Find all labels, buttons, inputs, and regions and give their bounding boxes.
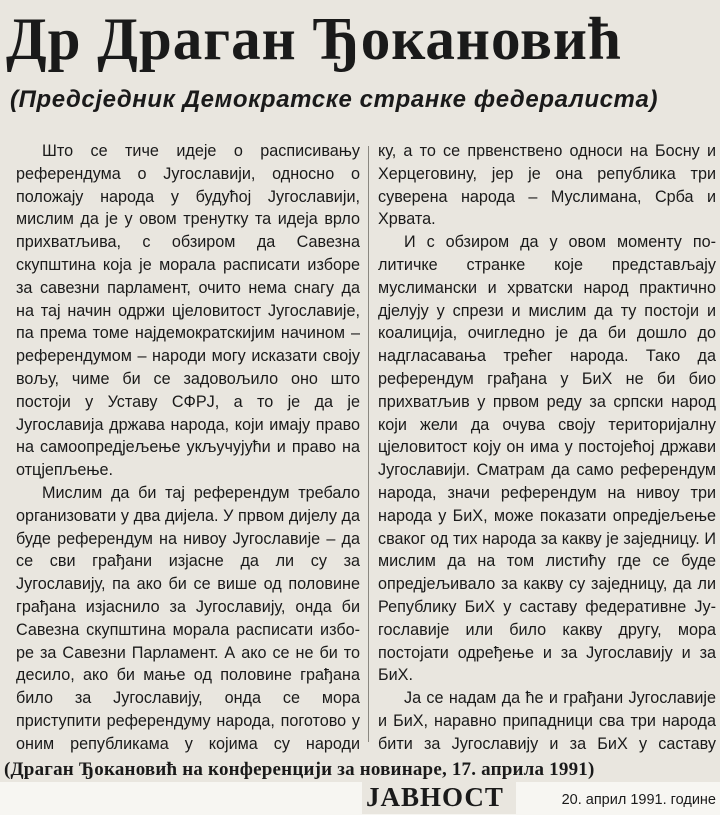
- article-headline: Др Драган Ђокановић: [6, 6, 622, 72]
- article-column-left: [16, 140, 360, 756]
- article-paragraph: Ја се надам да ће и грађани Југославије и БиХ, наравно припадници сва три народа бити за Југославију и за БиХ у саставу: [378, 689, 716, 753]
- article-subtitle: (Предсједник Демократске странке федералиста): [10, 86, 659, 113]
- newspaper-masthead: ЈАВНОСТ: [362, 780, 516, 814]
- article-paragraph: И с обзиром да у овом моменту политичке странке које представљају муслимански и хрватски народ практично дјелују у спрези и мислим да ту постоји и коалиција, очигледно је да би дошло до надгласавања трећег народа. Тако да референдум грађана у БиХ не би био прихватљив у првом реду за српски народ који жели да очува своју територијалну цјеловитост коју он има у постојећој држави Југославији. Сматрам да само референдум народа, значи референдум на нивоу три народа у БиХ, може показати опредјељење сваког од тих народа за какву је заједницу. И мислим да на том листићу где се буде опредјељивало за какву су заједницу, да ли Републику БиХ у саставу федеративне Југославије или било какву другу, мора постојати одређење и за Југославију и за БиХ.: [378, 233, 716, 685]
- article-paragraph-continuation: ку, а то се првенствено односи на Босну и Херцеговину, јер је она република три суверена народа – Муслимана, Срба и Хрвата.: [378, 142, 716, 229]
- article-paragraph: Мислим да би тај референдум требало организовати у два дијела. У првом дијелу да буде референдум на нивоу Југославије – да се сви грађани изјасне да ли су за Југославију, па ако би се више од половине грађана изјаснило за Југославију, онда би Савезна скупштина морала расписати изборе за Савезни Парламент. А ако се не би то десило, ако би мање од половине грађана било за Југославију, онда се мора приступити референдуму народа, поготово у оним републикама у којима су народи: [16, 483, 360, 753]
- column-divider: [368, 146, 369, 742]
- article-source-note: (Драган Ђокановић на конференцији за новинаре, 17. априла 1991): [4, 759, 595, 780]
- article-paragraph: Што се тиче идеје о расписивању референдума о Југославији, односно о положају народа у будућој Југославији, мислим да је у овом тренутку та идеја врло прихватљива, с обзиром да Савезна скупштина која је морала расписати изборе за савезни парламент, очито нема снагу да на тај начин одржи цјеловитост Југославије, па према томе најдемократскијим начином – референдумом – народи могу исказати своју вољу, чиме би се задовољило оно што постоји у Уставу СФРЈ, а то је да је Југославија држава народа, који имају право на самоопредјељење укључујући и право на отцјепљење.: [16, 142, 360, 480]
- article-column-right: [378, 140, 716, 756]
- article-body: [12, 130, 718, 758]
- publication-date: 20. април 1991. године: [561, 792, 716, 808]
